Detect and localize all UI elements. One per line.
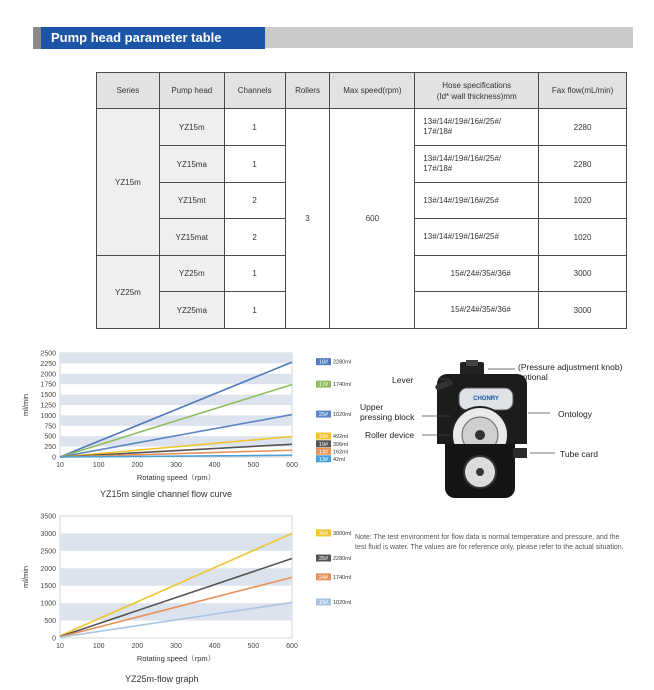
max-speed-cell: 600 <box>330 109 415 329</box>
grid-band <box>60 353 292 363</box>
y-tick-label: 500 <box>44 618 56 626</box>
channels-cell: 1 <box>224 292 285 329</box>
legend-name: 14# <box>318 449 329 456</box>
legend-name: 35# <box>318 556 329 563</box>
test-note: Note: The test environment for flow data is normal temperature and pressure, and the test fluid is water. The values are for reference only, please refer to the actual situation. <box>355 534 624 551</box>
pump-head-cell: YZ15mt <box>159 183 224 219</box>
grid-band <box>60 603 292 620</box>
flow-cell: 3000 <box>539 292 627 329</box>
grid-band <box>60 436 292 446</box>
pump-head-cell: YZ15m <box>159 109 224 146</box>
x-tick-label: 500 <box>247 643 260 650</box>
pump-head-cell: YZ15ma <box>159 146 224 183</box>
channels-cell: 1 <box>224 109 285 146</box>
chart1-caption: YZ15m single channel flow curve <box>100 489 233 499</box>
x-tick-label: 200 <box>131 462 144 469</box>
yz25m-flow-chart <box>20 508 352 668</box>
y-tick-label: 0 <box>52 454 56 462</box>
legend-value: 162ml <box>333 449 348 456</box>
legend-name: 25# <box>318 412 329 419</box>
y-tick-label: 500 <box>44 433 56 441</box>
y-tick-label: 1750 <box>40 381 56 389</box>
x-tick-label: 400 <box>208 643 221 650</box>
x-tick-label: 600 <box>286 643 298 650</box>
legend-value: 1740ml <box>333 574 352 581</box>
x-tick-label: 100 <box>92 643 105 650</box>
legend-value: 1020ml <box>333 599 352 606</box>
flow-cell: 1020 <box>539 183 627 219</box>
y-tick-label: 2000 <box>40 371 56 379</box>
header-cell: Hose specifications (Id* wall thickness)mm <box>415 73 539 109</box>
y-tick-label: 1500 <box>40 392 56 400</box>
legend-name: 13# <box>318 456 329 463</box>
legend-value: 2280ml <box>333 556 352 563</box>
x-tick-label: 10 <box>56 643 64 650</box>
channels-cell: 2 <box>224 219 285 256</box>
table-header-row <box>97 73 627 109</box>
legend-name: 36# <box>318 530 329 537</box>
legend-name: 16# <box>318 434 329 441</box>
grid-band <box>60 374 292 384</box>
x-tick-label: 600 <box>286 462 298 469</box>
legend-name: 19# <box>318 441 329 448</box>
y-axis-label: ml/min <box>21 565 30 589</box>
x-tick-label: 10 <box>56 462 64 469</box>
legend-name: 17# <box>318 382 329 389</box>
table-row <box>97 109 627 146</box>
hose-cell: 15#/24#/35#/36# <box>415 292 539 329</box>
header-cell: Channels <box>224 73 285 109</box>
header-accent <box>33 27 41 49</box>
flow-cell: 2280 <box>539 109 627 146</box>
x-tick-label: 500 <box>247 462 260 469</box>
header-cell: Max speed(rpm) <box>330 73 415 109</box>
flow-cell: 3000 <box>539 256 627 292</box>
legend-value: 1020ml <box>333 412 352 419</box>
y-tick-label: 0 <box>52 635 56 643</box>
pressure-knob-label: (Pressure adjustment knob) optional <box>518 362 623 382</box>
pump-head-parameter-table <box>96 72 627 329</box>
brand-text: CHONRY <box>473 396 499 402</box>
legend-value: 3000ml <box>333 530 352 537</box>
y-tick-label: 1000 <box>40 600 56 608</box>
x-axis-label: Rotating speed（rpm） <box>136 654 216 663</box>
series-cell: YZ25m <box>97 256 160 329</box>
channels-cell: 1 <box>224 256 285 292</box>
y-tick-label: 1250 <box>40 402 56 410</box>
upper-pressing-block-label: Upper pressing block <box>360 402 415 422</box>
section-title: Pump head parameter table <box>41 27 265 49</box>
y-tick-label: 3000 <box>40 530 56 538</box>
legend-value: 2280ml <box>333 359 352 366</box>
y-tick-label: 250 <box>44 444 56 452</box>
header-cell: Series <box>97 73 160 109</box>
pump-head-cell: YZ25ma <box>159 292 224 329</box>
y-tick-label: 3500 <box>40 513 56 521</box>
pump-head-cell: YZ25m <box>159 256 224 292</box>
y-tick-label: 2500 <box>40 548 56 556</box>
legend-value: 42ml <box>333 456 345 463</box>
hose-cell: 15#/24#/35#/36# <box>415 256 539 292</box>
legend-value: 1740ml <box>333 382 352 389</box>
header-cell: Rollers <box>285 73 330 109</box>
hose-cell: 13#/14#/19#/16#/25# <box>415 219 539 256</box>
x-tick-label: 200 <box>131 643 144 650</box>
legend-name: 15# <box>318 599 329 606</box>
series-cell: YZ15m <box>97 109 160 256</box>
ontology-label: Ontology <box>558 409 593 419</box>
y-tick-label: 2500 <box>40 350 56 358</box>
flow-cell: 2280 <box>539 146 627 183</box>
legend-name: 24# <box>318 574 329 581</box>
flow-cell: 1020 <box>539 219 627 256</box>
roller-device-label: Roller device <box>365 430 415 440</box>
x-tick-label: 100 <box>92 462 105 469</box>
rollers-cell: 3 <box>285 109 330 329</box>
x-tick-label: 400 <box>208 462 221 469</box>
channels-cell: 1 <box>224 146 285 183</box>
chart2-caption: YZ25m-flow graph <box>125 674 199 684</box>
hose-cell: 13#/14#/19#/16#/25#/ 17#/18# <box>415 109 539 146</box>
tube-card-label: Tube card <box>560 449 598 459</box>
hose-cell: 13#/14#/19#/16#/25#/ 17#/18# <box>415 146 539 183</box>
y-tick-label: 2000 <box>40 565 56 573</box>
header-cell: Pump head <box>159 73 224 109</box>
legend-value: 492ml <box>333 434 348 441</box>
legend-value: 306ml <box>333 441 348 448</box>
y-tick-label: 1500 <box>40 583 56 591</box>
x-axis-label: Rotating speed（rpm） <box>136 473 216 482</box>
header-cell: Fax flow(mL/min) <box>539 73 627 109</box>
yz15m-flow-chart <box>20 345 352 482</box>
hose-cell: 13#/14#/19#/16#/25# <box>415 183 539 219</box>
lever-label: Lever <box>392 375 414 385</box>
x-tick-label: 300 <box>170 643 182 650</box>
y-tick-label: 1000 <box>40 412 56 420</box>
x-tick-label: 300 <box>170 462 182 469</box>
legend-name: 18# <box>318 359 329 366</box>
channels-cell: 2 <box>224 183 285 219</box>
y-tick-label: 2250 <box>40 360 56 368</box>
y-axis-label: ml/min <box>21 393 30 417</box>
pump-head-cell: YZ15mat <box>159 219 224 256</box>
y-tick-label: 750 <box>44 423 56 431</box>
